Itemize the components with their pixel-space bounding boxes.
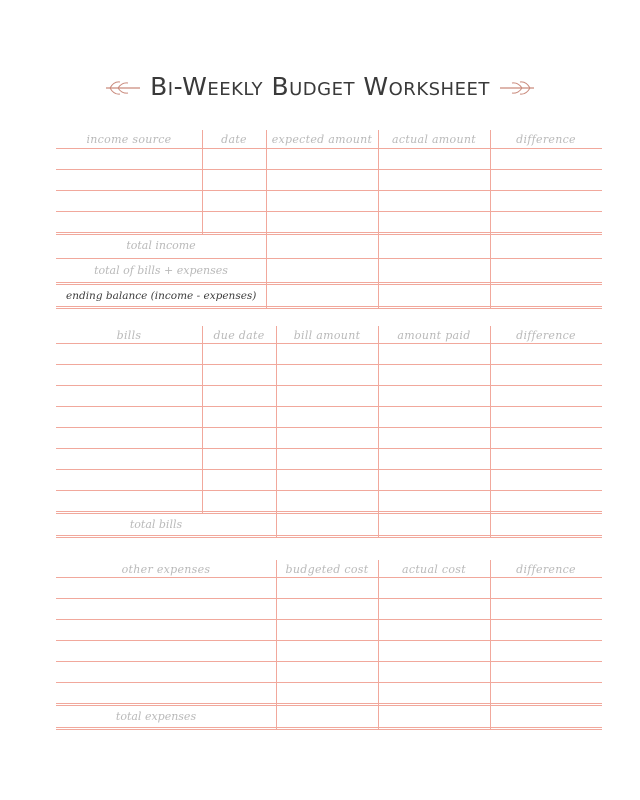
header-actual-cost: actual cost (402, 563, 466, 576)
table-row[interactable] (56, 640, 602, 662)
table-row[interactable] (56, 598, 602, 620)
page-title (0, 72, 640, 101)
total-income-label: total income (126, 239, 196, 252)
table-row[interactable] (56, 169, 602, 191)
total-bills-expenses-label: total of bills + expenses (94, 264, 228, 277)
table-row[interactable] (56, 490, 602, 514)
header-actual-amount: actual amount (392, 133, 476, 146)
table-row[interactable] (56, 661, 602, 683)
table-row[interactable] (56, 326, 602, 344)
expenses-table (56, 560, 602, 732)
header-income-source: income source (86, 133, 172, 146)
column-divider (490, 130, 491, 308)
table-row[interactable] (56, 406, 602, 428)
header-expected-amount: expected amount (271, 133, 373, 146)
column-divider (202, 326, 203, 513)
header-amount-paid: amount paid (397, 329, 471, 342)
table-row[interactable] (56, 619, 602, 641)
table-row[interactable] (56, 148, 602, 170)
fern-sprig-icon (498, 77, 536, 99)
header-budgeted-cost: budgeted cost (285, 563, 369, 576)
header-difference: difference (516, 133, 576, 146)
header-difference: difference (516, 329, 576, 342)
table-row[interactable] (56, 577, 602, 599)
column-divider (202, 130, 203, 234)
table-row[interactable] (56, 385, 602, 407)
total-bills-label: total bills (129, 518, 183, 531)
table-row[interactable] (56, 130, 602, 149)
header-due-date: due date (213, 329, 265, 342)
table-row[interactable] (56, 190, 602, 212)
income-table (56, 130, 602, 310)
table-row[interactable] (56, 364, 602, 386)
column-divider (378, 326, 379, 537)
header-difference: difference (516, 563, 576, 576)
total-expenses-label: total expenses (115, 710, 197, 723)
title-text: Bi-Weekly Budget Worksheet (150, 72, 490, 101)
column-divider (490, 560, 491, 729)
column-divider (276, 560, 277, 729)
fern-sprig-icon (104, 77, 142, 99)
header-other-expenses: other expenses (121, 563, 211, 576)
column-divider (276, 326, 277, 537)
table-row[interactable] (56, 211, 602, 235)
table-row[interactable] (56, 448, 602, 470)
table-row[interactable] (56, 560, 602, 578)
ending-balance-label: ending balance (income - expenses) (66, 290, 257, 302)
column-divider (490, 326, 491, 537)
header-date: date (221, 133, 247, 146)
header-bills: bills (116, 329, 142, 342)
table-row[interactable] (56, 469, 602, 491)
table-row[interactable] (56, 427, 602, 449)
header-bill-amount: bill amount (293, 329, 361, 342)
bills-table (56, 326, 602, 540)
column-divider (378, 560, 379, 729)
table-row[interactable] (56, 343, 602, 365)
column-divider (378, 130, 379, 308)
table-row[interactable] (56, 682, 602, 706)
column-divider (266, 130, 267, 308)
